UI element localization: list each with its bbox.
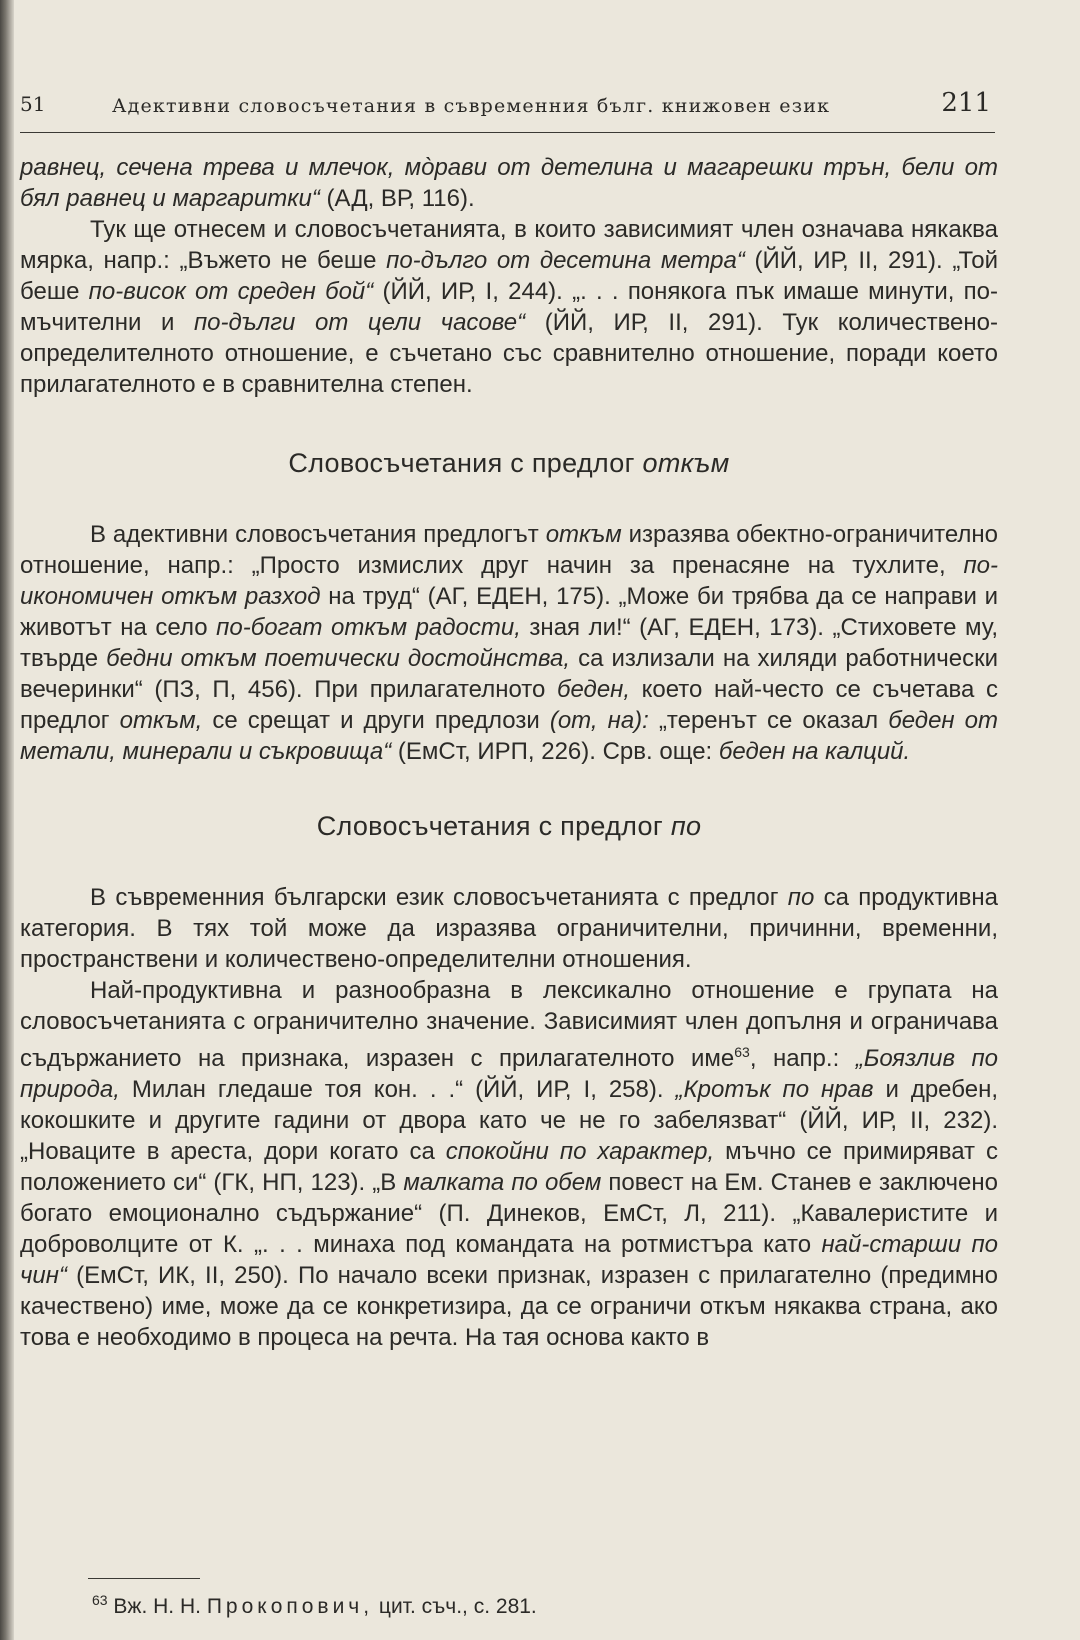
example-italic: бедни откъм поетически достойнства,: [106, 645, 571, 672]
quote-italic: равнец, сечена трева и млечок, мòрави от детелина и магарешки трън, бели от бял равнец и маргаритки“: [20, 154, 998, 212]
page-number: 211: [941, 88, 991, 118]
example-italic: беден на калций.: [718, 738, 911, 765]
footnote: [92, 1592, 537, 1619]
text-run: са излизали на хиляди работнически вечеринки“ (ПЗ, П, 456). При прилагателното: [20, 645, 998, 703]
text-run: изразява обектно-ограничително отношение, напр.: „Просто измислих друг начин за пренасяне на тухлите,: [20, 521, 998, 579]
header-left-number: 51: [20, 92, 46, 116]
example-italic: по-богат откъм радости,: [216, 614, 521, 641]
text-run: което най-често се съчетава с предлог: [20, 676, 998, 734]
example-italic: откъм: [545, 521, 622, 548]
text-run: се срещат и други предлози: [202, 707, 550, 734]
text-run: „теренът се оказал: [648, 707, 889, 734]
text-run: (ЙЙ, ИР, I, 244). „. . . понякога пък имаше минути, по-мъчителни и: [20, 278, 998, 336]
text-run: мъчно се примиряват с положението си“ (ГК, НП, 123). „В: [20, 1138, 998, 1196]
paragraph-continuation: [20, 152, 998, 214]
running-header: [20, 88, 995, 133]
running-title: Адективни словосъчетания в съвременния бълг. книжовен език: [112, 95, 831, 117]
text-run: (ЕмСт, ИРП, 226). Срв. още:: [391, 738, 719, 765]
text-run: (ЙЙ, ИР, II, 291). „Той беше: [20, 247, 998, 305]
footnote-text: цит. съч., с. 281.: [373, 1595, 537, 1618]
text-run: зная ли!“ (АГ, ЕДЕН, 173). „Стиховете му, твърде: [20, 614, 998, 672]
heading-text: Словосъчетания с предлог: [288, 448, 643, 478]
example-italic: „Кротък по нрав: [675, 1076, 874, 1103]
footnote-number: 63: [92, 1592, 108, 1608]
example-italic: „Боязлив по природа,: [20, 1045, 999, 1103]
example-italic: по-икономичен откъм разход: [20, 552, 998, 610]
section-heading-otkam: [20, 400, 998, 519]
example-italic: беден от метали, минерали и съкровища“: [20, 707, 999, 765]
text-run: Най-продуктивна и разнообразна в лексикално отношение е групата на словосъчетанията с ограничително значение. Зависимият член допълня и ограничава съдържанието на признака, изразен с прилагателното име: [20, 977, 998, 1072]
example-italic: (от, на):: [549, 707, 649, 734]
paragraph-po-intro: [20, 882, 998, 975]
citation: (АД, ВР, 116).: [319, 185, 475, 212]
text-run: Тук ще отнесем и словосъчетанията, в които зависимият член означава някаква мярка, напр.: „Въжето не беше: [20, 216, 998, 274]
example-italic: по-дълго от десетина метра“: [386, 247, 745, 274]
example-italic: по: [787, 884, 815, 911]
text-run: Милан гледаше тоя кон. . .“ (ЙЙ, ИР, I, 258).: [119, 1076, 676, 1103]
example-italic: малката по обем: [403, 1169, 602, 1196]
example-italic: по-висок от среден бой“: [88, 278, 374, 305]
example-italic: откъм,: [119, 707, 203, 734]
footnote-text: Вж. Н. Н.: [107, 1595, 207, 1618]
example-italic: най-старши по чин“: [20, 1231, 998, 1289]
text-run: повест на Ем. Станев е заключено богато емоционално съдържание“ (П. Динеков, ЕмСт, Л, 211). „Кавалеристите и доброволците от К. „. . . минаха под командата на ротмистъра като: [20, 1169, 998, 1258]
section-heading-po: [20, 767, 998, 882]
footnote-ref: 63: [734, 1044, 750, 1060]
example-italic: беден,: [556, 676, 631, 703]
heading-text: Словосъчетания с предлог: [316, 811, 671, 841]
example-italic: спокойни по характер,: [445, 1138, 715, 1165]
text-run: са продуктивна категория. В тях той може да изразява ограничителни, причинни, временни, пространствени и количествено-определителни отношения.: [20, 884, 998, 973]
heading-italic: по: [670, 811, 702, 841]
paragraph-measure: [20, 214, 998, 400]
text-run: на труд“ (АГ, ЕДЕН, 175). „Може би трябва да се направи и животът на село: [20, 583, 998, 641]
main-text: [20, 152, 998, 1353]
text-run: (ЙЙ, ИР, II, 291). Тук количествено-определителното отношение, е съчетано със сравнително отношение, поради което прилагателното е в сравнителна степен.: [20, 309, 998, 398]
paragraph-po-restrictive: [20, 975, 998, 1353]
example-italic: по-дълги от цели часове“: [193, 309, 526, 336]
text-run: и дребен, кокошките и другите гадини от двора като че не го забелязват“ (ЙЙ, ИР, II, 232). „Новаците в ареста, дори когато са: [20, 1076, 999, 1165]
text-run: В адективни словосъчетания предлогът: [90, 521, 546, 548]
paragraph-otkam: [20, 519, 998, 767]
footnote-author: Прокопович,: [206, 1595, 374, 1618]
text-run: (ЕмСт, ИК, II, 250). По начало всеки признак, изразен с прилагателно (предимно качествено) име, може да се конкретизира, да се ограничи откъм някаква страна, ако това е необходимо в процеса на речта. На тая основа както в: [20, 1262, 998, 1351]
text-run: , напр.:: [749, 1045, 856, 1072]
footnote-divider: [88, 1578, 200, 1579]
heading-italic: откъм: [642, 448, 730, 478]
text-run: В съвременния български език словосъчетанията с предлог: [90, 884, 788, 911]
